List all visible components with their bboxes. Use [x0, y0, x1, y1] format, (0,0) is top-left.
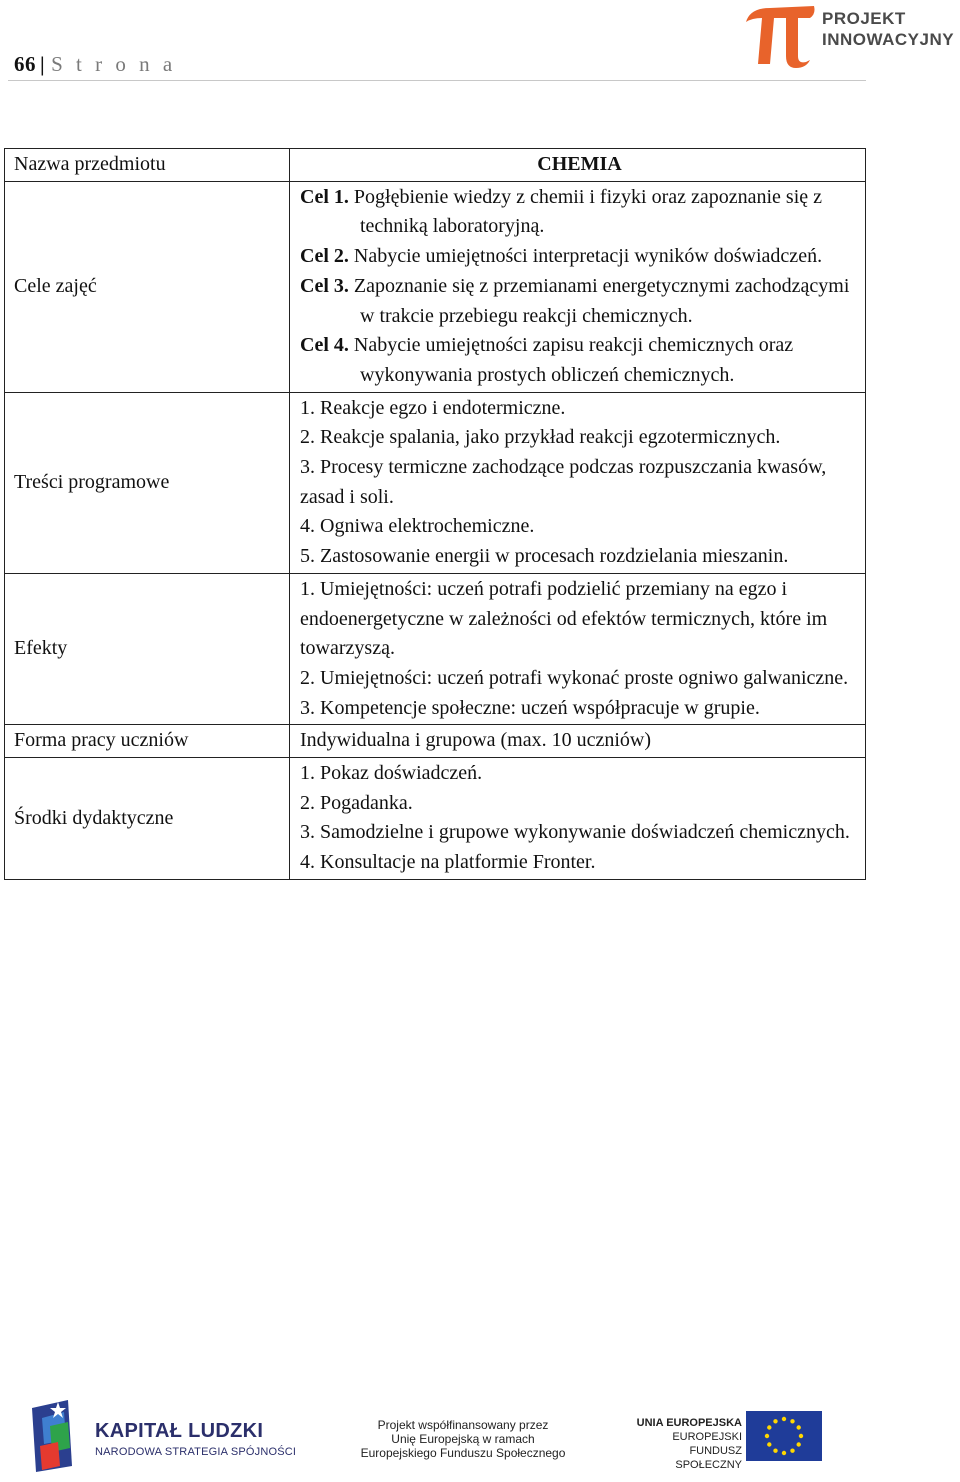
- page-word: S t r o n a: [51, 52, 177, 76]
- cofinance-line: Projekt współfinansowany przez: [377, 1418, 549, 1432]
- eu-title: UNIA EUROPEJSKA: [636, 1417, 742, 1429]
- eu-flag-icon: [746, 1411, 822, 1461]
- goal-item: [300, 272, 859, 331]
- logo-line-1: PROJEKT: [822, 9, 906, 28]
- kapital-ludzki-logo-icon: [28, 1396, 78, 1476]
- row-content: [5, 392, 866, 573]
- page-separator: |: [40, 52, 46, 76]
- row-effects: [5, 573, 866, 725]
- work-form-value: Indywidualna i grupowa (max. 10 uczniów): [290, 725, 866, 758]
- effects-list: [290, 573, 866, 725]
- goal-number: Cel 4.: [300, 334, 349, 357]
- page-header: [14, 52, 176, 77]
- effect-item: 3. Kompetencje społeczne: uczeń współpracuje w grupie.: [300, 696, 760, 719]
- footer: [0, 1390, 960, 1482]
- content-item: 4. Ogniwa elektrochemiczne.: [300, 515, 535, 538]
- project-logo-text: [822, 8, 954, 50]
- label-subject: Nazwa przedmiotu: [5, 149, 290, 182]
- label-content: Treści programowe: [5, 392, 290, 573]
- label-work-form: Forma pracy uczniów: [5, 725, 290, 758]
- didactic-item: 2. Pogadanka.: [300, 791, 413, 814]
- content-list: [290, 392, 866, 573]
- pi-logo-icon: [740, 2, 818, 68]
- cofinance-line: Europejskiego Funduszu Społecznego: [360, 1446, 566, 1460]
- goal-number: Cel 1.: [300, 185, 349, 208]
- subject-name: CHEMIA: [290, 149, 866, 182]
- row-subject: [5, 149, 866, 182]
- eu-text: [628, 1416, 742, 1472]
- goals-list: [290, 181, 866, 392]
- cofinance-text: [358, 1418, 568, 1460]
- row-didactic: [5, 758, 866, 880]
- page-number: 66: [14, 52, 36, 76]
- goal-text: Zapoznanie się z przemianami energetycznymi zachodzącymi w trakcie przebiegu reakcji chemicznych.: [353, 274, 850, 327]
- kapital-ludzki-title: KAPITAŁ LUDZKI: [95, 1420, 264, 1442]
- effect-item: 1. Umiejętności: uczeń potrafi podzielić przemiany na egzo i endoenergetyczne w zależności od efektów termicznych, które im towarzyszą.: [300, 577, 828, 660]
- logo-line-2: INNOWACYJNY: [822, 30, 955, 49]
- content-item: 3. Procesy termiczne zachodzące podczas rozpuszczania kwasów, zasad i soli.: [300, 456, 827, 508]
- didactic-item: 3. Samodzielne i grupowe wykonywanie doświadczeń chemicznych.: [300, 821, 850, 844]
- header-rule: [8, 80, 866, 81]
- content-item: 2. Reakcje spalania, jako przykład reakcji egzotermicznych.: [300, 426, 781, 449]
- eu-line: FUNDUSZ SPOŁECZNY: [675, 1445, 742, 1471]
- cofinance-line: Unię Europejską w ramach: [391, 1432, 535, 1446]
- row-goals: [5, 181, 866, 392]
- goal-item: [300, 331, 859, 390]
- syllabus-table: [4, 148, 866, 880]
- didactic-item: 1. Pokaz doświadczeń.: [300, 762, 483, 785]
- eu-line: EUROPEJSKI: [672, 1431, 742, 1443]
- label-goals: Cele zajęć: [5, 181, 290, 392]
- content-item: 1. Reakcje egzo i endotermiczne.: [300, 396, 566, 419]
- kapital-ludzki-subtitle: NARODOWA STRATEGIA SPÓJNOŚCI: [95, 1446, 297, 1458]
- didactic-list: [290, 758, 866, 880]
- goal-text: Nabycie umiejętności interpretacji wyników doświadczeń.: [353, 245, 823, 268]
- goal-number: Cel 3.: [300, 274, 349, 297]
- label-didactic: Środki dydaktyczne: [5, 758, 290, 880]
- goal-item: [300, 183, 859, 242]
- goal-text: Pogłębienie wiedzy z chemii i fizyki oraz zapoznanie się z techniką laboratoryjną.: [353, 185, 823, 238]
- didactic-item: 4. Konsultacje na platformie Fronter.: [300, 851, 596, 874]
- label-effects: Efekty: [5, 573, 290, 725]
- goal-number: Cel 2.: [300, 245, 349, 268]
- goal-text: Nabycie umiejętności zapisu reakcji chemicznych oraz wykonywania prostych obliczeń chemicznych.: [353, 334, 794, 386]
- row-work-form: [5, 725, 866, 758]
- effect-item: 2. Umiejętności: uczeń potrafi wykonać proste ogniwo galwaniczne.: [300, 666, 849, 689]
- content-item: 5. Zastosowanie energii w procesach rozdzielania mieszanin.: [300, 545, 789, 568]
- goal-item: [300, 242, 859, 272]
